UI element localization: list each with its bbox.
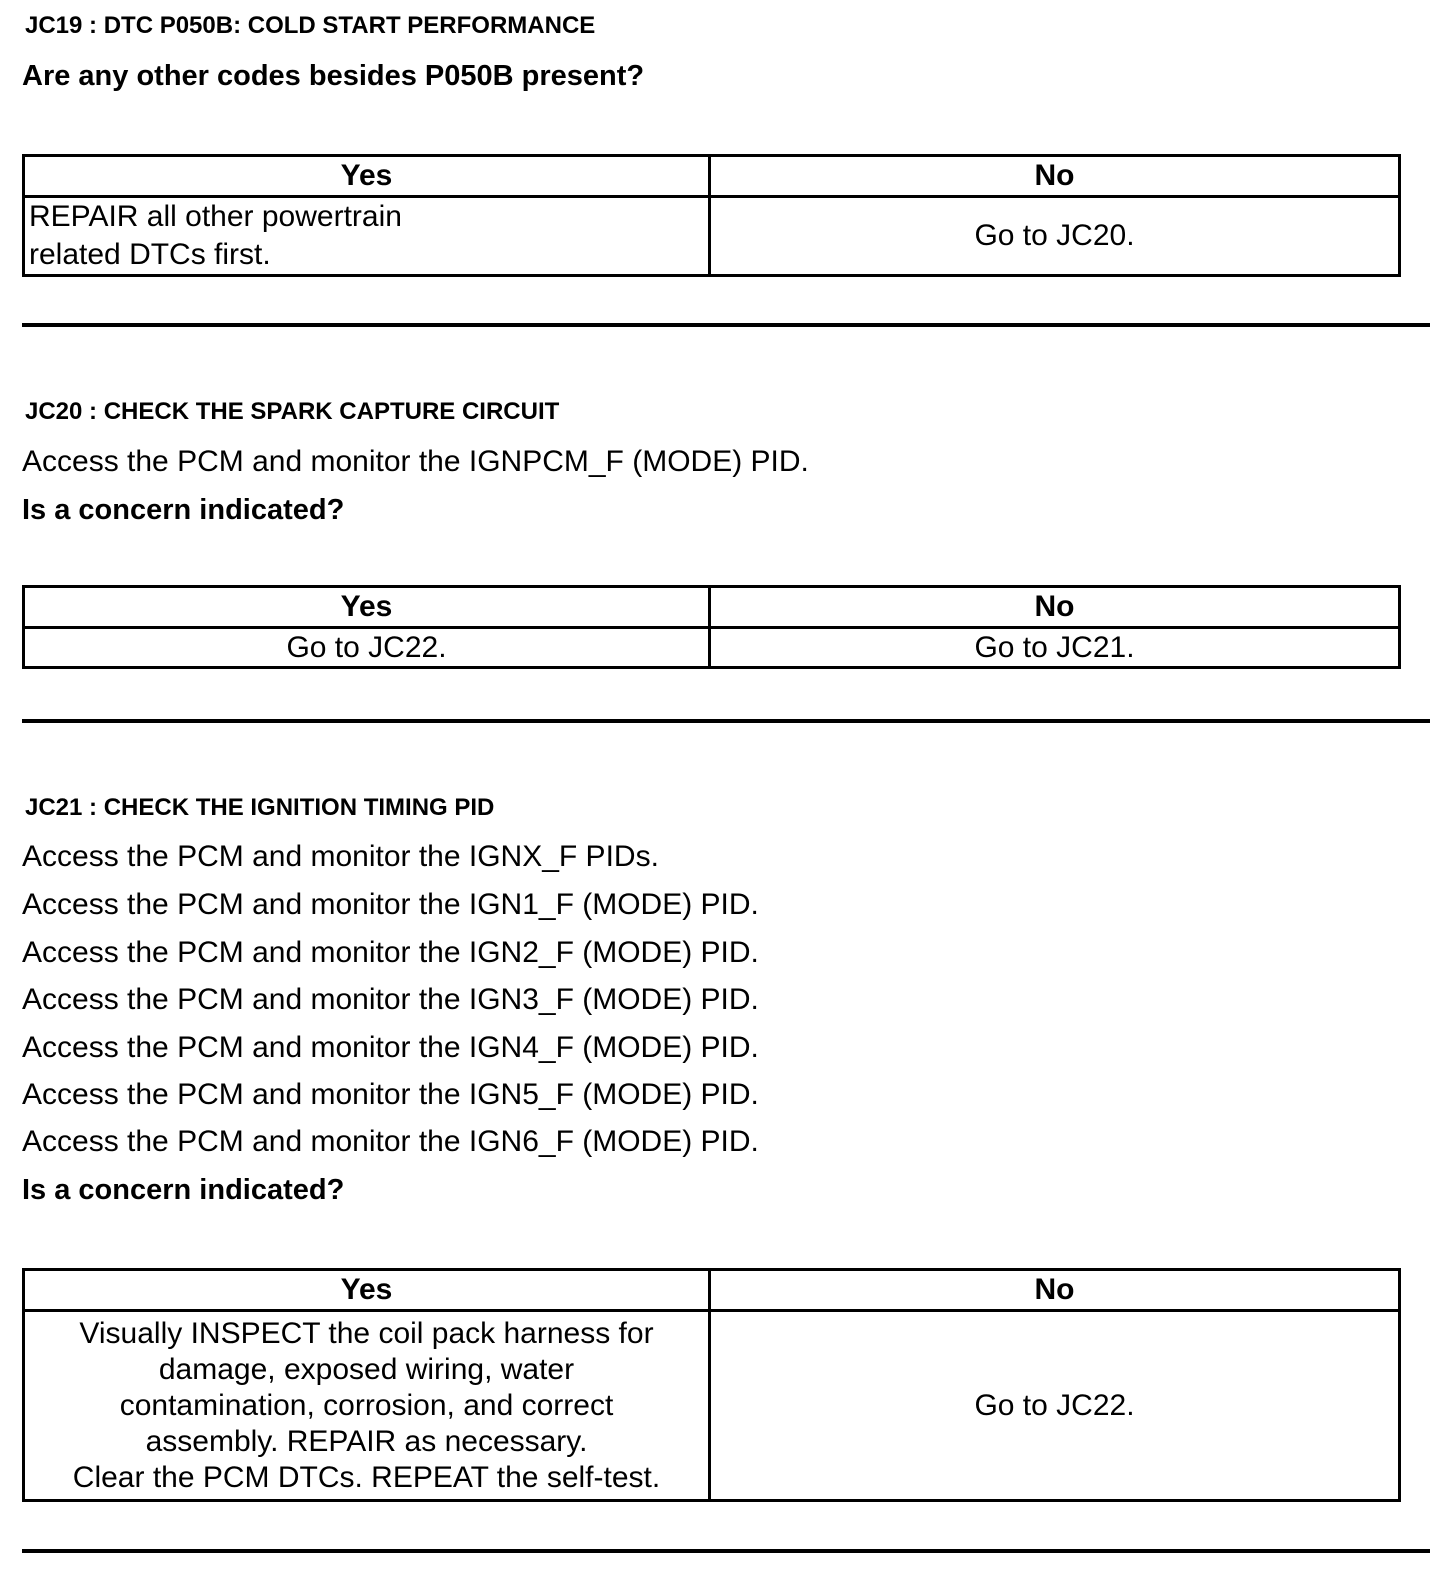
instruction-line: Access the PCM and monitor the IGNX_F PIDs. xyxy=(22,840,659,873)
yes-line: REPAIR all other powertrain xyxy=(29,200,402,233)
yes-line: Visually INSPECT the coil pack harness for xyxy=(79,1316,654,1350)
yes-header: Yes xyxy=(24,587,710,628)
instruction-line: Access the PCM and monitor the IGN2_F (MODE) PID. xyxy=(22,936,759,969)
question-jc20: Is a concern indicated? xyxy=(22,494,345,526)
instruction-line: Access the PCM and monitor the IGN5_F (MODE) PID. xyxy=(22,1078,759,1111)
section-divider xyxy=(22,719,1430,723)
instruction-line: Access the PCM and monitor the IGN4_F (MODE) PID. xyxy=(22,1031,759,1064)
instruction-line: Access the PCM and monitor the IGN3_F (MODE) PID. xyxy=(22,983,759,1016)
section-divider xyxy=(22,323,1430,327)
yes-line: assembly. REPAIR as necessary. xyxy=(145,1424,588,1458)
no-cell: Go to JC21. xyxy=(710,628,1400,668)
yes-cell xyxy=(24,197,710,276)
yes-line: contamination, corrosion, and correct xyxy=(119,1388,614,1422)
step-title-jc19: JC19 : DTC P050B: COLD START PERFORMANCE xyxy=(25,12,596,39)
yes-cell xyxy=(24,1311,710,1501)
instruction-line: Access the PCM and monitor the IGN1_F (MODE) PID. xyxy=(22,888,759,921)
yes-line: related DTCs first. xyxy=(29,238,271,271)
no-cell: Go to JC20. xyxy=(710,197,1400,276)
no-cell: Go to JC22. xyxy=(710,1311,1400,1501)
no-header: No xyxy=(710,156,1400,197)
decision-table-jc21 xyxy=(22,1268,1401,1502)
instruction-line: Access the PCM and monitor the IGN6_F (MODE) PID. xyxy=(22,1125,759,1158)
yes-line: damage, exposed wiring, water xyxy=(158,1352,575,1386)
question-jc21: Is a concern indicated? xyxy=(22,1174,345,1206)
section-divider xyxy=(22,1549,1430,1553)
decision-table-jc20 xyxy=(22,585,1401,669)
yes-cell: Go to JC22. xyxy=(24,628,710,668)
question-jc19: Are any other codes besides P050B present? xyxy=(22,60,645,92)
yes-header: Yes xyxy=(24,1270,710,1311)
yes-header: Yes xyxy=(24,156,710,197)
no-header: No xyxy=(710,587,1400,628)
decision-table-jc19 xyxy=(22,154,1401,277)
step-title-jc20: JC20 : CHECK THE SPARK CAPTURE CIRCUIT xyxy=(25,398,560,425)
yes-line: Clear the PCM DTCs. REPEAT the self-test. xyxy=(72,1460,661,1494)
instruction-line: Access the PCM and monitor the IGNPCM_F (MODE) PID. xyxy=(22,445,809,478)
no-header: No xyxy=(710,1270,1400,1311)
step-title-jc21: JC21 : CHECK THE IGNITION TIMING PID xyxy=(25,794,495,821)
